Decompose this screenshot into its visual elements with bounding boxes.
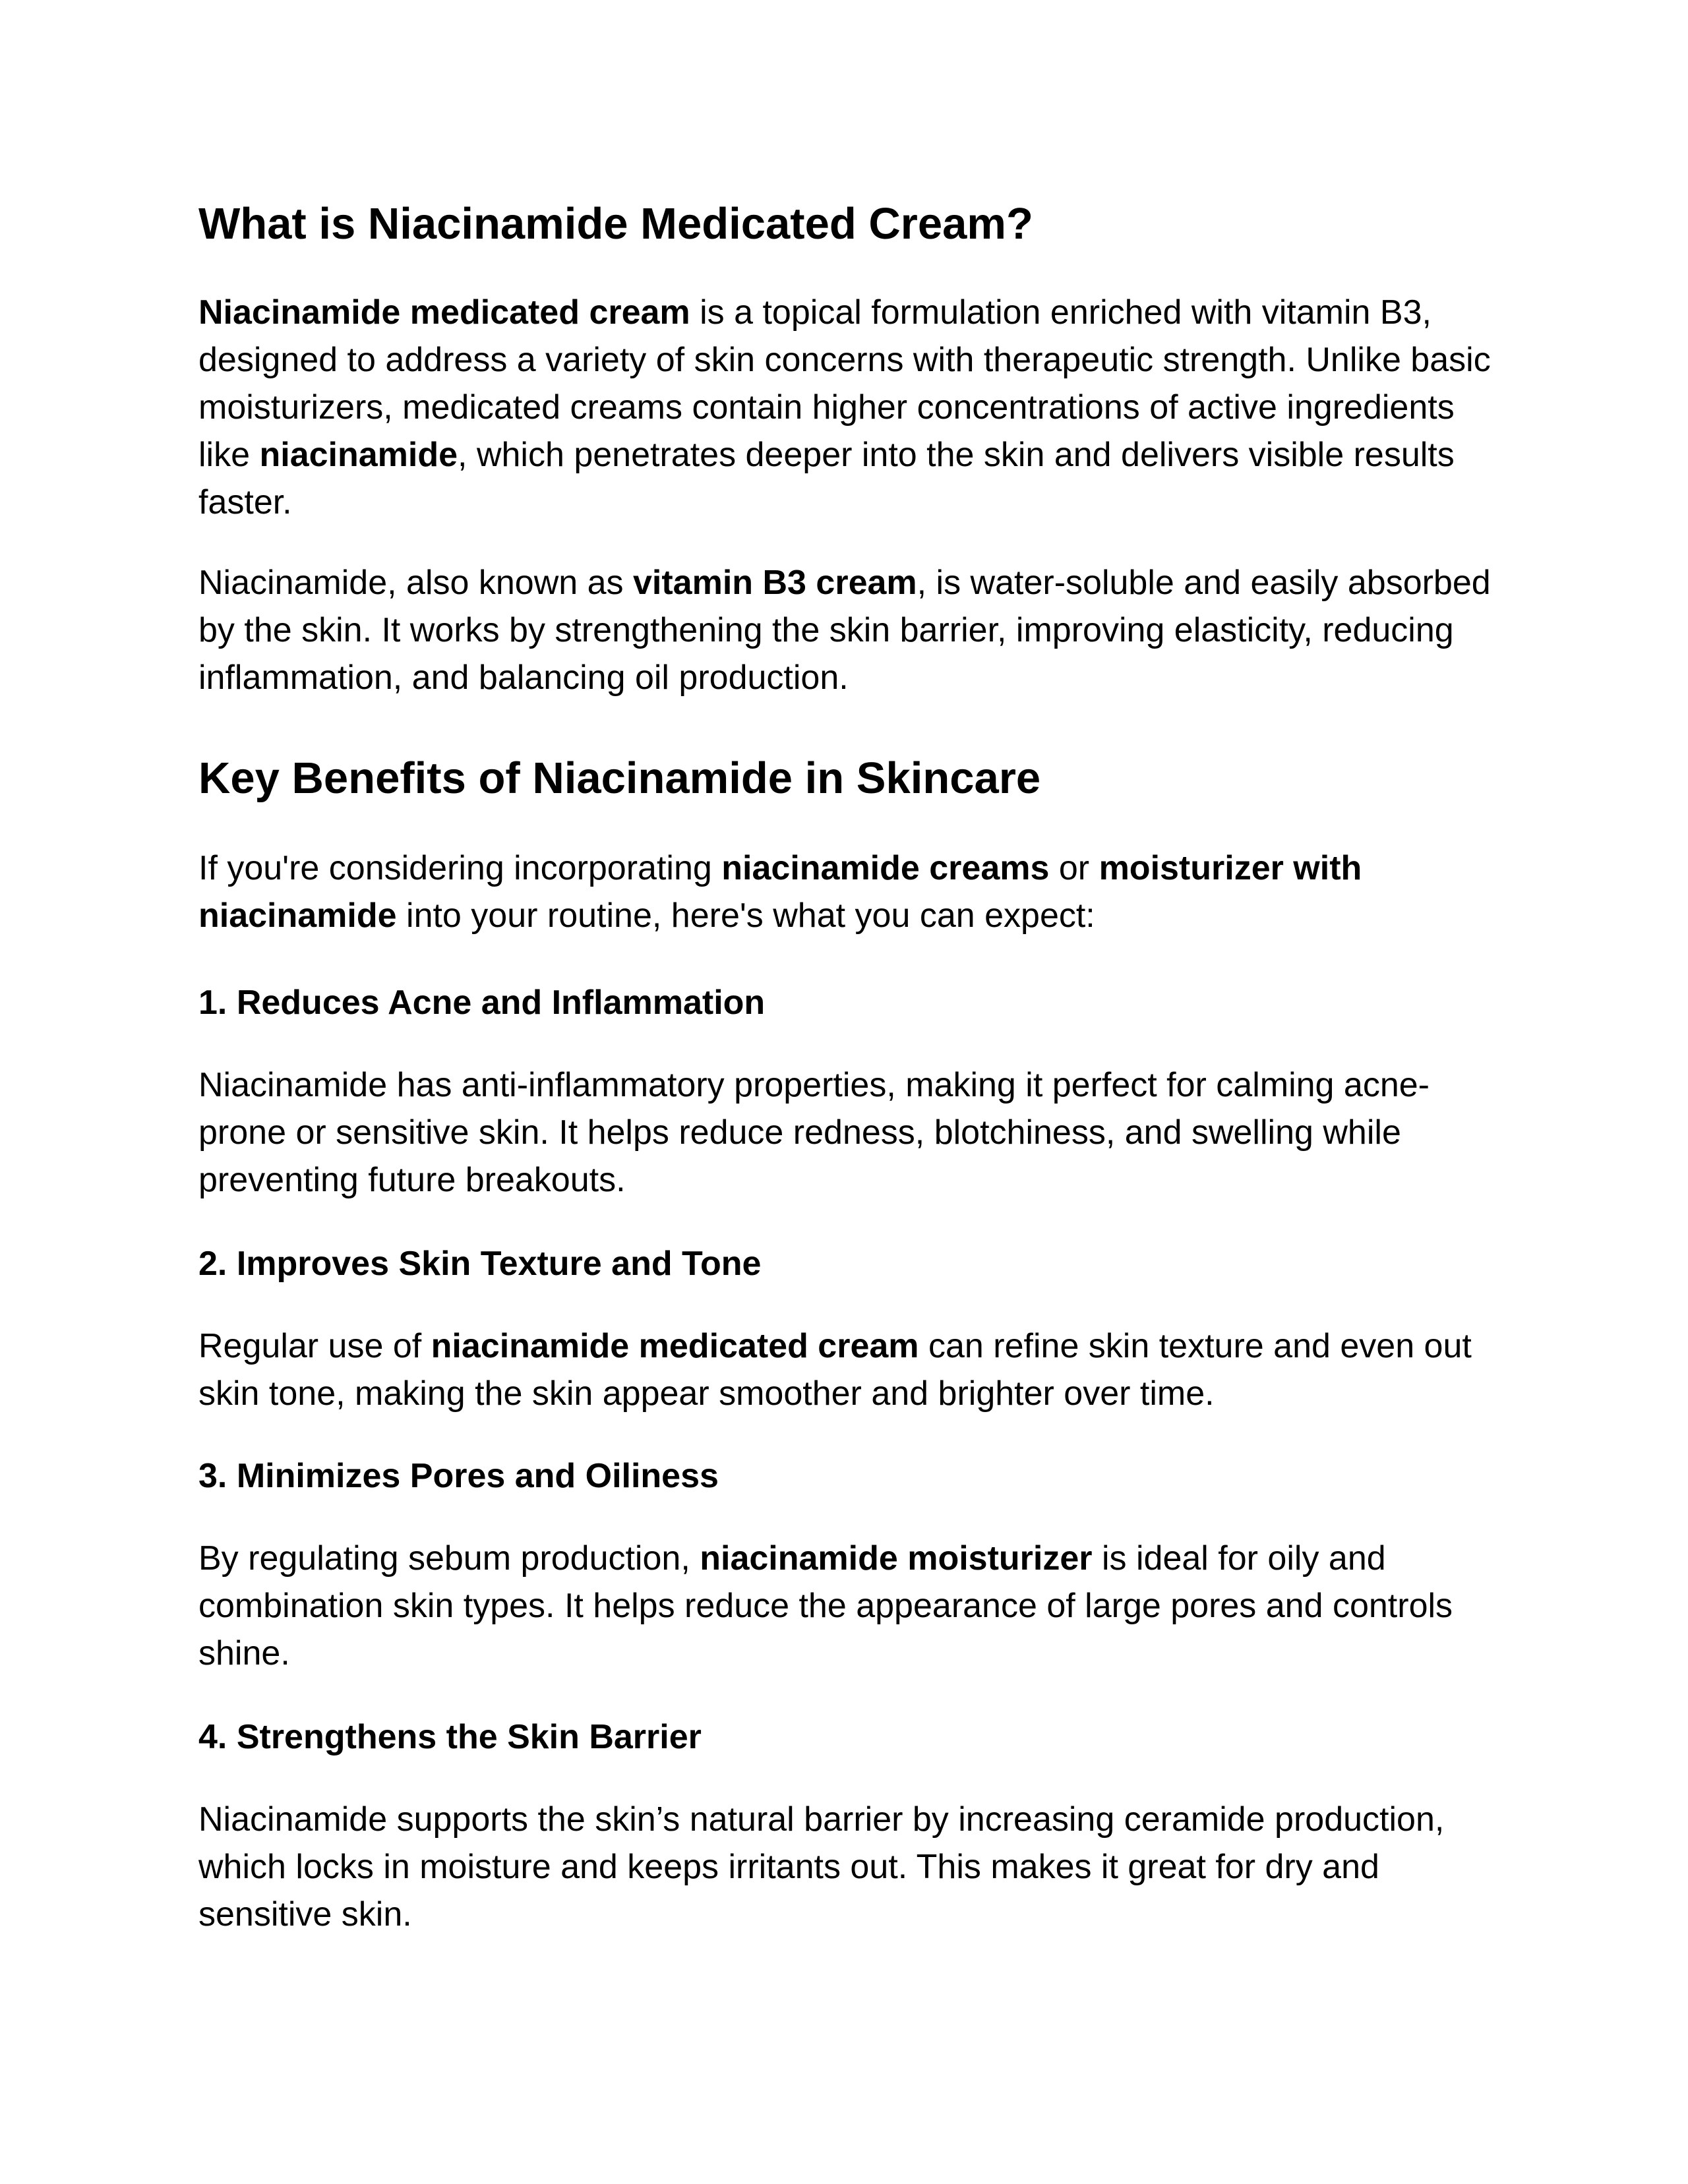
bold-term: Niacinamide medicated cream xyxy=(198,293,690,332)
paragraph-text: Niacinamide, also known as xyxy=(198,564,633,602)
section-heading-key-benefits: Key Benefits of Niacinamide in Skincare xyxy=(198,753,1041,803)
benefit-heading-1: 1. Reduces Acne and Inflammation xyxy=(198,984,766,1022)
paragraph-text: Niacinamide has anti-inflammatory properties, making it perfect for calming acne-prone or sensitive skin. It helps reduce redness, blotchiness, and swelling while preventing future breakouts. xyxy=(198,1066,1430,1199)
section-heading-what-is: What is Niacinamide Medicated Cream? xyxy=(198,199,1033,249)
bold-term: niacinamide creams xyxy=(721,849,1050,887)
bold-term: niacinamide xyxy=(259,436,458,474)
paragraph-text: is a topical formulation enriched with vitamin B3, designed to address a variety of skin concerns with therapeutic strength. Unlike basic moisturizers, medicated creams contain higher concentrations of active ingredients like xyxy=(198,293,1491,474)
benefit-heading-4: 4. Strengthens the Skin Barrier xyxy=(198,1718,702,1756)
paragraph-text: , which penetrates deeper into the skin and delivers visible results faster. xyxy=(198,436,1455,521)
paragraph-text: , is water-soluble and easily absorbed by the skin. It works by strengthening the skin barrier, improving elasticity, reducing inflammation, and balancing oil production. xyxy=(198,564,1491,697)
benefit-paragraph-4 xyxy=(198,1796,1491,1938)
paragraph-text: or xyxy=(1049,849,1099,887)
paragraph-text: can refine skin texture and even out skin tone, making the skin appear smoother and brighter over time. xyxy=(198,1327,1472,1413)
paragraph-intro xyxy=(198,844,1491,939)
benefit-paragraph-1 xyxy=(198,1061,1491,1204)
paragraph-vitamin-b3 xyxy=(198,559,1491,701)
bold-term: niacinamide moisturizer xyxy=(700,1539,1093,1578)
bold-term: moisturizer with niacinamide xyxy=(198,849,1362,935)
paragraph-text: is ideal for oily and combination skin types. It helps reduce the appearance of large pores and controls shine. xyxy=(198,1539,1453,1672)
bold-term: vitamin B3 cream xyxy=(633,564,917,602)
paragraph-text: Niacinamide supports the skin’s natural barrier by increasing ceramide production, which locks in moisture and keeps irritants out. This makes it great for dry and sensitive skin. xyxy=(198,1800,1445,1933)
benefit-heading-2: 2. Improves Skin Texture and Tone xyxy=(198,1245,762,1283)
paragraph-definition xyxy=(198,289,1491,526)
paragraph-text: If you're considering incorporating xyxy=(198,849,722,887)
paragraph-text: By regulating sebum production, xyxy=(198,1539,700,1578)
benefit-paragraph-3 xyxy=(198,1535,1491,1677)
paragraph-text: Regular use of xyxy=(198,1327,431,1365)
benefit-heading-3: 3. Minimizes Pores and Oiliness xyxy=(198,1457,719,1495)
bold-term: niacinamide medicated cream xyxy=(431,1327,919,1365)
benefit-paragraph-2 xyxy=(198,1322,1491,1417)
paragraph-text: into your routine, here's what you can expect: xyxy=(396,897,1095,935)
